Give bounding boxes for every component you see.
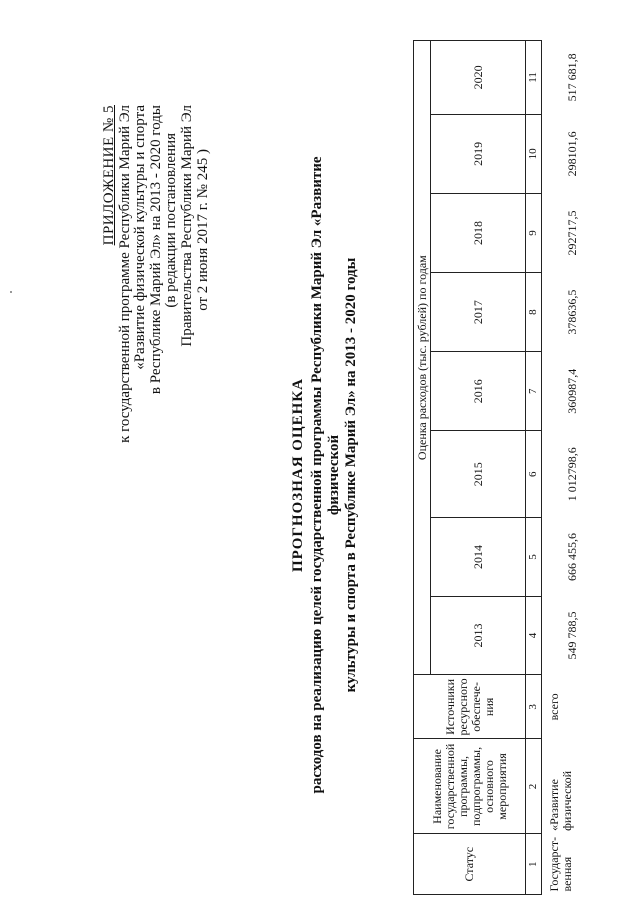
value-cell: 298101,6 <box>542 114 604 193</box>
heading-line: культуры и спорта в Республике Марий Эл» на 2013 - 2020 годы <box>343 257 359 693</box>
col-number: 1 <box>526 834 542 895</box>
row-name: «Развитие физической <box>542 739 604 834</box>
col-number: 7 <box>526 352 542 431</box>
row-status: Государст-венная <box>542 834 604 895</box>
document-heading <box>290 125 360 825</box>
table-row <box>542 41 604 895</box>
value-cell: 378636,5 <box>542 273 604 352</box>
year-cell: 2014 <box>431 518 526 597</box>
appendix-date: от 2 июня 2017 г. № 245 ) <box>194 149 211 311</box>
heading-line: расходов на реализацию целей государственной программы Республики Марий Эл «Развитие физической <box>309 156 342 794</box>
col-number: 8 <box>526 273 542 352</box>
year-cell: 2018 <box>431 193 526 272</box>
value-cell: 517 681,8 <box>542 41 604 115</box>
col-number: 11 <box>526 41 542 115</box>
header-estimate: Оценка расходов (тыс. рублей) по годам <box>414 41 431 675</box>
value-cell: 1 012798,6 <box>542 431 604 518</box>
value-cell: 292717,5 <box>542 193 604 272</box>
value-cell: 360987,4 <box>542 352 604 431</box>
year-cell: 2017 <box>431 273 526 352</box>
year-cell: 2015 <box>431 431 526 518</box>
header-row <box>414 41 431 895</box>
col-number: 4 <box>526 596 542 675</box>
col-number: 9 <box>526 193 542 272</box>
column-number-row <box>526 41 542 895</box>
appendix-line: в Республике Марий Эл» на 2013 - 2020 годы <box>147 105 164 395</box>
col-number: 3 <box>526 675 542 739</box>
appendix-line: к государственной программе Республики Марий Эл <box>116 105 133 443</box>
scan-speck <box>10 291 12 293</box>
row-source: всего <box>542 675 604 739</box>
header-status: Статус <box>414 834 526 895</box>
value-cell: 666 455,6 <box>542 518 604 597</box>
year-cell: 2016 <box>431 352 526 431</box>
col-number: 5 <box>526 518 542 597</box>
year-cell: 2013 <box>431 596 526 675</box>
expense-estimate-table <box>413 40 604 895</box>
value-cell: 549 788,5 <box>542 596 604 675</box>
header-name: Наименование государственной программы, подпрограммы, основного мероприятия <box>414 739 526 834</box>
col-number: 6 <box>526 431 542 518</box>
appendix-line: (в редакции постановления <box>163 133 180 308</box>
appendix-line: «Развитие физической культуры и спорта <box>132 105 149 370</box>
col-number: 2 <box>526 739 542 834</box>
year-cell: 2020 <box>431 41 526 115</box>
appendix-title: ПРИЛОЖЕНИЕ № 5 <box>101 105 117 246</box>
appendix-block <box>102 105 211 905</box>
appendix-line: Правительства Республики Марий Эл <box>178 105 195 347</box>
col-number: 10 <box>526 114 542 193</box>
header-sources: Источники ресурсного обеспече-ния <box>414 675 526 739</box>
heading-title: ПРОГНОЗНАЯ ОЦЕНКА <box>290 378 306 573</box>
year-cell: 2019 <box>431 114 526 193</box>
